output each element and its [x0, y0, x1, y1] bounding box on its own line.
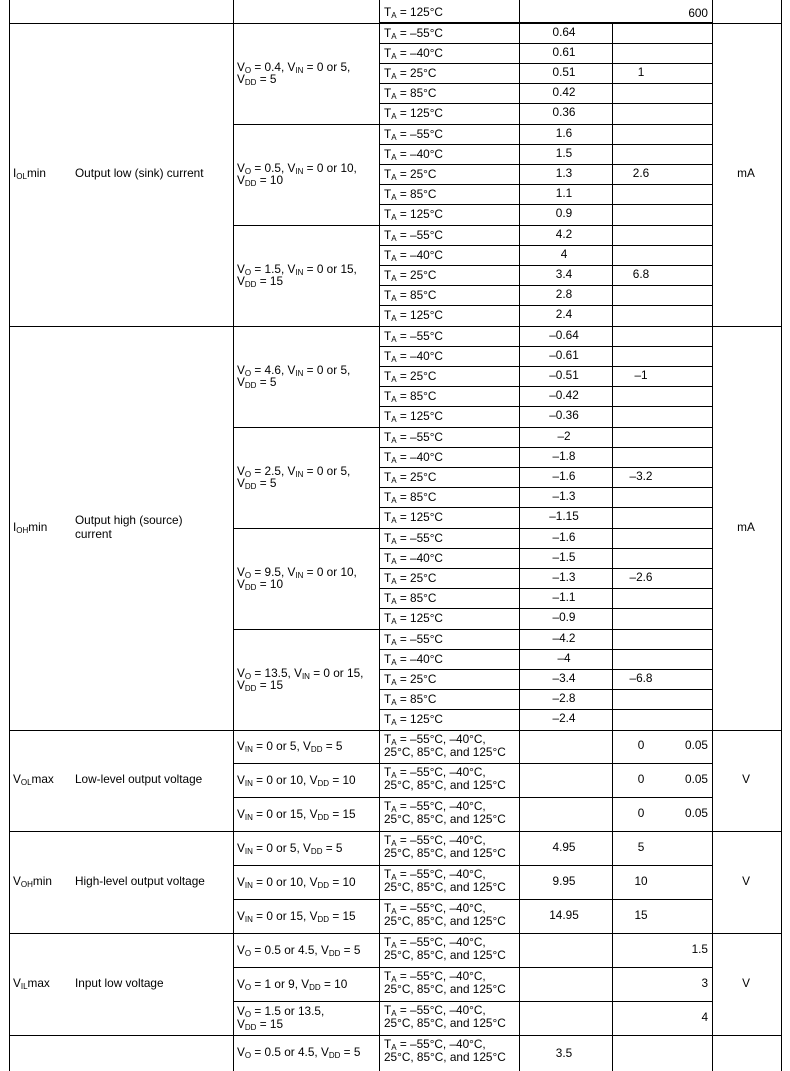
temperature-condition: $T_A = -55^\circ C$, –40°C, [384, 1002, 486, 1018]
table-rule [379, 865, 712, 866]
min-value: –3.4 [552, 671, 576, 685]
table-rule [233, 797, 379, 798]
temperature-condition: $T_A = -55^\circ C$, –40°C, [384, 901, 486, 916]
table-rule [233, 1035, 234, 1071]
table-rule [612, 831, 613, 934]
table-rule [379, 366, 712, 367]
unit: mA [737, 166, 755, 180]
test-condition: $V_{IN} = 0$ or 10, $V_{DD} = 10$ [237, 874, 356, 890]
typ-value: 0 [637, 806, 645, 821]
min-value: –1.5 [552, 549, 576, 564]
temperature-condition: $T_A = -40^\circ C$ [384, 45, 443, 61]
temperature-condition: $T_A = 125^\circ C$ [384, 5, 443, 20]
table-rule [379, 0, 380, 23]
temperature-condition: 25°C, 85°C, and 125°C [384, 812, 506, 827]
table-rule [233, 967, 379, 968]
table-rule [519, 326, 520, 731]
min-value: 0.61 [552, 44, 576, 59]
table-rule [379, 649, 712, 650]
test-condition: $V_O = 0.5$ or 4.5, $V_{DD} = 5$ [237, 1044, 361, 1060]
table-rule [233, 0, 234, 23]
unit: V [742, 874, 750, 889]
table-rule [379, 1001, 712, 1002]
min-value: 0.9 [555, 206, 573, 221]
temperature-condition: $T_A = 25^\circ C$ [384, 267, 437, 283]
test-condition: $V_O = 9.5$, $V_{IN} = 0$ or 10, [237, 564, 357, 580]
temperature-condition: $T_A = 125^\circ C$ [384, 510, 443, 526]
temperature-condition: $T_A = 85^\circ C$ [384, 490, 437, 506]
test-condition: $V_O = 13.5$, $V_{IN} = 0$ or 15, [237, 665, 364, 681]
table-rule [233, 326, 234, 731]
temperature-condition: $T_A = -55^\circ C$, –40°C, [384, 731, 486, 747]
table-rule [233, 427, 379, 428]
temperature-condition: 25°C, 85°C, and 125°C [384, 778, 506, 793]
table-rule [379, 933, 712, 934]
temperature-condition: $T_A = -55^\circ C$, –40°C, [384, 765, 486, 781]
temperature-condition: $T_A = -55^\circ C$ [384, 530, 443, 546]
table-rule [519, 831, 520, 934]
temperature-condition: 25°C, 85°C, and 125°C [384, 846, 506, 861]
min-value: –1.3 [552, 570, 576, 584]
parameter-symbol: $V_{IL}\max$ [13, 975, 50, 991]
min-value: –0.51 [549, 368, 579, 382]
table-rule [233, 326, 379, 327]
table-rule [379, 23, 380, 327]
table-rule [379, 487, 712, 488]
table-rule [712, 933, 713, 1036]
temperature-condition: 25°C, 85°C, and 125°C [384, 914, 506, 928]
table-rule [379, 326, 380, 731]
table-rule [379, 386, 712, 387]
temperature-condition: 25°C, 85°C, and 125°C [384, 744, 506, 759]
table-rule [379, 507, 712, 508]
unit: V [742, 772, 750, 787]
table-rule [519, 933, 520, 1036]
table-rule [712, 326, 713, 731]
temperature-condition: $T_A = -55^\circ C$, –40°C, [384, 799, 486, 815]
typ-value: 0 [637, 772, 645, 787]
temperature-condition: $T_A = 125^\circ C$ [384, 308, 443, 324]
table-rule [379, 588, 712, 589]
table-rule [712, 23, 713, 327]
table-rule [379, 124, 712, 125]
min-value: –0.42 [549, 388, 579, 403]
table-rule [233, 763, 379, 764]
table-rule [233, 831, 379, 832]
table-rule [379, 709, 712, 710]
min-value: 2.4 [555, 307, 573, 322]
table-rule [781, 23, 782, 327]
test-condition: $V_{DD} = 5$ [237, 375, 277, 390]
table-rule [233, 730, 234, 833]
test-condition: $V_O = 0.5$, $V_{IN} = 0$ or 10, [237, 160, 357, 176]
min-value: 0.42 [552, 85, 576, 100]
temperature-condition: $T_A = -55^\circ C$, –40°C, [384, 968, 486, 984]
parameter-description: Low-level output voltage [75, 772, 203, 787]
table-rule [379, 184, 712, 185]
test-condition: $V_{DD} = 10$ [237, 173, 284, 188]
temperature-condition: $T_A = 125^\circ C$ [384, 207, 443, 223]
temperature-condition: 25°C, 85°C, and 125°C [384, 981, 506, 996]
test-condition: $V_{DD} = 15$ [237, 1016, 284, 1032]
table-rule [379, 23, 712, 24]
table-rule [712, 730, 713, 833]
table-rule [781, 730, 782, 833]
min-value: 1.5 [555, 145, 573, 160]
temperature-condition: $T_A = -55^\circ C$ [384, 631, 443, 647]
table-rule [519, 0, 520, 23]
test-condition: $V_{IN} = 0$ or 15, $V_{DD} = 15$ [237, 908, 356, 924]
temperature-condition: $T_A = -40^\circ C$ [384, 550, 443, 566]
table-rule [379, 346, 712, 347]
test-condition: $V_{DD} = 5$ [237, 72, 277, 87]
min-value: –1.3 [552, 489, 576, 504]
table-rule [379, 689, 712, 690]
parameter-description: Output high (source) [75, 512, 183, 527]
table-rule [9, 933, 10, 1036]
test-condition: $V_{IN} = 0$ or 5, $V_{DD} = 5$ [237, 739, 343, 755]
max-value: 0.05 [685, 772, 708, 787]
temperature-condition: $T_A = 25^\circ C$ [384, 469, 437, 485]
table-rule [612, 730, 613, 833]
typ-value: 10 [634, 874, 648, 889]
table-rule [379, 797, 712, 798]
table-rule [781, 326, 782, 731]
min-value: –2.8 [552, 691, 576, 706]
typ-value: 0 [637, 738, 645, 753]
max-value: 0.05 [685, 806, 708, 821]
min-value: –1.6 [552, 529, 576, 544]
min-value: –0.36 [549, 408, 579, 423]
test-condition: $V_{DD} = 15$ [237, 274, 284, 289]
min-value: –2 [557, 428, 571, 443]
min-value: –0.9 [552, 610, 576, 625]
table-rule [9, 1035, 782, 1036]
table-rule [379, 285, 712, 286]
table-rule [379, 967, 712, 968]
parameter-symbol: $V_{OH}\min$ [13, 874, 52, 890]
min-value: –1.1 [552, 590, 576, 605]
temperature-condition: $T_A = -55^\circ C$ [384, 25, 443, 41]
parameter-description: current [75, 526, 112, 541]
min-value: –4 [557, 650, 571, 665]
temperature-condition: $T_A = -55^\circ C$, –40°C, [384, 1036, 486, 1052]
table-rule [379, 669, 712, 670]
table-rule [712, 831, 713, 934]
table-rule [612, 933, 613, 1036]
test-condition: $V_O = 1$ or 9, $V_{DD} = 10$ [237, 976, 348, 992]
test-condition: $V_{IN} = 0$ or 10, $V_{DD} = 10$ [237, 773, 356, 789]
parameter-symbol: $I_{OL}\min$ [13, 166, 46, 181]
table-rule [233, 933, 379, 934]
temperature-condition: $T_A = 25^\circ C$ [384, 368, 437, 384]
table-rule [9, 730, 10, 833]
table-rule [612, 1035, 613, 1071]
temperature-condition: $T_A = -55^\circ C$ [384, 328, 443, 344]
table-rule [379, 629, 712, 630]
table-rule [379, 103, 712, 104]
table-rule [233, 865, 379, 866]
table-rule [781, 933, 782, 1036]
temperature-condition: $T_A = 125^\circ C$ [384, 712, 443, 728]
table-rule [233, 831, 234, 934]
min-value: 4 [560, 246, 568, 261]
table-rule [233, 528, 379, 529]
table-rule [379, 406, 712, 407]
temperature-condition: $T_A = -40^\circ C$ [384, 449, 443, 465]
table-rule [519, 1035, 520, 1071]
temperature-condition: $T_A = 125^\circ C$ [384, 611, 443, 627]
temperature-condition: $T_A = 85^\circ C$ [384, 86, 437, 102]
temperature-condition: $T_A = 25^\circ C$ [384, 166, 437, 182]
temperature-condition: $T_A = 25^\circ C$ [384, 671, 437, 687]
table-rule [9, 326, 10, 731]
typ-value: –6.8 [629, 671, 653, 685]
min-value: 2.8 [555, 287, 573, 302]
table-rule [379, 265, 712, 266]
table-rule [9, 23, 10, 327]
min-value: 1.1 [555, 186, 573, 201]
min-value: 0.51 [552, 65, 576, 79]
parameter-description: High-level output voltage [75, 874, 205, 889]
table-rule [519, 730, 520, 833]
temperature-condition: $T_A = -40^\circ C$ [384, 348, 443, 364]
table-rule [379, 43, 712, 44]
test-condition: $V_{DD} = 10$ [237, 577, 284, 592]
table-rule [379, 427, 712, 428]
temperature-condition: $T_A = 25^\circ C$ [384, 570, 437, 586]
table-rule [379, 528, 712, 529]
min-value: –0.64 [549, 327, 579, 342]
table-rule [379, 608, 712, 609]
min-value: 4.95 [552, 840, 576, 855]
table-rule [379, 305, 712, 306]
min-value: –4.2 [552, 630, 576, 645]
parameter-symbol: $V_{OL}\max$ [13, 772, 54, 788]
min-value: 1.3 [555, 166, 573, 180]
temperature-condition: $T_A = 85^\circ C$ [384, 288, 437, 304]
test-condition: $V_O = 2.5$, $V_{IN} = 0$ or 5, [237, 463, 351, 479]
max-value: 3 [701, 975, 708, 990]
table-rule [379, 899, 712, 900]
typ-value: 2.6 [632, 166, 650, 180]
typ-value: 6.8 [632, 267, 650, 281]
typ-value: –2.6 [629, 570, 653, 584]
table-rule [379, 225, 712, 226]
table-rule [379, 447, 712, 448]
table-rule [379, 83, 712, 84]
temperature-condition: 25°C, 85°C, and 125°C [384, 880, 506, 895]
typ-value: –3.2 [629, 469, 653, 483]
table-rule [379, 730, 712, 731]
table-rule [379, 548, 712, 549]
table-rule [379, 831, 712, 832]
temperature-condition: $T_A = -40^\circ C$ [384, 146, 443, 162]
table-rule [379, 730, 380, 833]
min-value: –0.61 [549, 347, 579, 362]
temperature-condition: $T_A = 85^\circ C$ [384, 187, 437, 203]
max-value: 4 [701, 1009, 708, 1024]
table-rule [781, 831, 782, 934]
table-rule [233, 124, 379, 125]
table-rule [712, 1035, 713, 1071]
table-rule [9, 0, 10, 23]
temperature-condition: $T_A = 25^\circ C$ [384, 65, 437, 81]
table-rule [233, 730, 379, 731]
temperature-condition: $T_A = -40^\circ C$ [384, 247, 443, 263]
test-condition: $V_O = 0.5$ or 4.5, $V_{DD} = 5$ [237, 942, 361, 958]
table-rule [781, 1035, 782, 1071]
table-rule [379, 933, 380, 1036]
temperature-condition: $T_A = 125^\circ C$ [384, 409, 443, 425]
temperature-condition: $T_A = -55^\circ C$, –40°C, [384, 867, 486, 883]
test-condition: $V_{IN} = 0$ or 5, $V_{DD} = 5$ [237, 840, 343, 856]
test-condition: $V_O = 0.4$, $V_{IN} = 0$ or 5, [237, 59, 351, 75]
table-rule [233, 23, 379, 24]
table-rule [379, 1035, 380, 1071]
typ-value: –1 [634, 368, 648, 382]
temperature-condition: $T_A = 125^\circ C$ [384, 106, 443, 122]
table-rule [233, 1001, 379, 1002]
temperature-condition: $T_A = -40^\circ C$ [384, 651, 443, 667]
table-rule [9, 831, 10, 934]
temperature-condition: $T_A = 85^\circ C$ [384, 389, 437, 405]
parameter-description: Output low (sink) current [75, 166, 204, 180]
min-value: 3.5 [555, 1045, 573, 1060]
min-value: –1.15 [549, 509, 579, 524]
temperature-condition: 25°C, 85°C, and 125°C [384, 947, 506, 962]
unit: V [742, 975, 750, 990]
temperature-condition: $T_A = -55^\circ C$ [384, 429, 443, 445]
table-rule [379, 326, 712, 327]
min-value: 3.4 [555, 267, 573, 281]
test-condition: $V_O = 1.5$ or 13.5, [237, 1004, 325, 1020]
min-value: 4.2 [555, 226, 573, 241]
table-rule [379, 831, 380, 934]
min-value: 0.36 [552, 105, 576, 120]
temperature-condition: $T_A = -55^\circ C$ [384, 227, 443, 243]
min-value: –1.8 [552, 448, 576, 463]
table-rule [379, 63, 712, 64]
table-rule [233, 23, 234, 327]
table-rule [379, 568, 712, 569]
test-condition: $V_{IN} = 0$ or 15, $V_{DD} = 15$ [237, 807, 356, 822]
typ-value: 5 [637, 840, 645, 855]
min-value: 0.64 [552, 24, 576, 39]
table-rule [379, 467, 712, 468]
table-rule [379, 164, 712, 165]
temperature-condition: 25°C, 85°C, and 125°C [384, 1015, 506, 1030]
table-rule [233, 899, 379, 900]
min-value: –2.4 [552, 711, 576, 726]
table-rule [612, 326, 613, 731]
table-rule [612, 23, 613, 327]
min-value: –1.6 [552, 469, 576, 483]
table-rule [379, 763, 712, 764]
table-rule [9, 1035, 10, 1071]
table-rule [781, 0, 782, 23]
typ-value: 15 [634, 907, 648, 922]
test-condition: $V_O = 1.5$, $V_{IN} = 0$ or 15, [237, 261, 357, 277]
temperature-condition: $T_A = -55^\circ C$, –40°C, [384, 833, 486, 849]
parameter-symbol: $I_{OH}\min$ [13, 519, 48, 535]
min-value: 1.6 [555, 125, 573, 140]
max-value: 600 [688, 6, 708, 20]
temperature-condition: $T_A = 85^\circ C$ [384, 591, 437, 607]
temperature-condition: 25°C, 85°C, and 125°C [384, 1049, 506, 1064]
max-value: 1.5 [691, 941, 708, 956]
table-rule [519, 23, 520, 327]
table-rule [233, 629, 379, 630]
temperature-condition: $T_A = -55^\circ C$ [384, 126, 443, 142]
min-value: 14.95 [549, 907, 579, 922]
parameter-description: Input low voltage [75, 975, 164, 990]
table-rule [233, 933, 234, 1036]
test-condition: $V_{DD} = 5$ [237, 476, 277, 491]
table-rule [379, 245, 712, 246]
table-rule [379, 144, 712, 145]
temperature-condition: $T_A = -55^\circ C$, –40°C, [384, 934, 486, 950]
max-value: 0.05 [685, 738, 708, 753]
table-rule [233, 225, 379, 226]
table-rule [712, 0, 713, 23]
test-condition: $V_O = 4.6$, $V_{IN} = 0$ or 5, [237, 362, 351, 378]
min-value: 9.95 [552, 874, 576, 889]
temperature-condition: $T_A = 85^\circ C$ [384, 692, 437, 708]
typ-value: 1 [637, 65, 645, 79]
unit: mA [737, 519, 755, 534]
table-rule [379, 204, 712, 205]
test-condition: $V_{DD} = 15$ [237, 678, 284, 693]
